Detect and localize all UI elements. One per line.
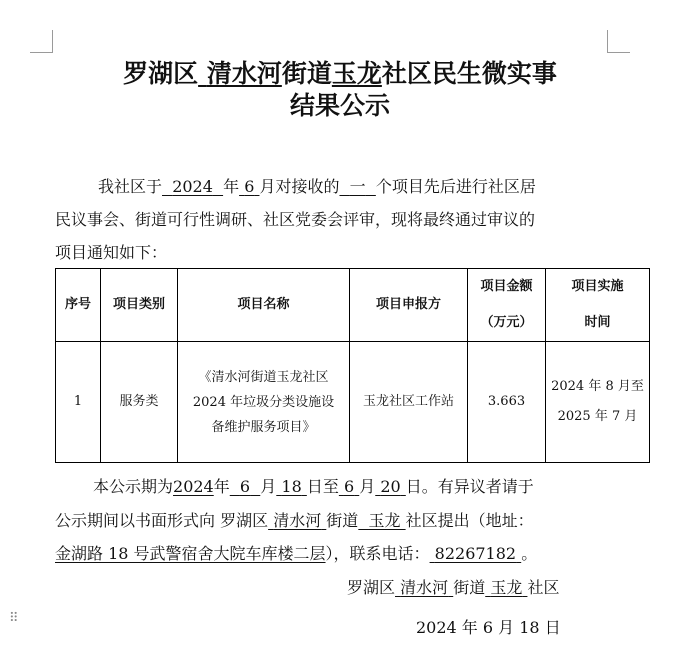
notice-street: 清水河: [273, 511, 322, 530]
header-category: 项目类别: [101, 269, 178, 342]
crop-mark-top-right: [607, 30, 630, 53]
notice-community: 玉龙: [368, 511, 401, 530]
intro-line-3: 项目通知如下：: [55, 243, 168, 262]
notice-start-month: 6: [239, 477, 251, 496]
title-street-label: 街道: [281, 59, 332, 88]
cell-seq: 1: [56, 342, 101, 463]
signature-date: 2024 年 6 月 18 日: [416, 618, 561, 637]
notice-address: 金湖路 18 号武警宿舍大院车库楼二层: [55, 544, 326, 563]
intro-line-2: 民议事会、街道可行性调研、社区党委会评审，现将最终通过审议的: [55, 210, 536, 229]
notice-line-3: 金湖路 18 号武警宿舍大院车库楼二层），联系电话： 82267182 。: [55, 544, 538, 563]
drag-handle-icon[interactable]: ⠿: [9, 611, 19, 626]
title-suffix: 社区民生微实事: [381, 59, 557, 88]
cell-category: 服务类: [101, 342, 178, 463]
notice-end-month: 6: [343, 477, 355, 496]
intro-line-1: 我社区于 2024 年 6 月对接收的 一 个项目先后进行社区居: [98, 177, 536, 196]
project-table: [55, 268, 650, 463]
notice-line-1: 本公示期为2024年 6 月 18 日至 6 月 20 日。有异议者请于: [93, 477, 534, 496]
title-street: 清水河: [206, 59, 282, 88]
notice-start-year: 2024: [173, 477, 214, 496]
notice-start-day: 18: [281, 477, 302, 496]
cell-applicant: 玉龙社区工作站: [350, 342, 468, 463]
notice-phone: 82267182: [434, 544, 517, 563]
title-district: 罗湖区: [123, 59, 199, 88]
cell-name: 《清水河街道玉龙社区 2024 年垃圾分类设施设 备维护服务项目》: [178, 342, 350, 463]
signature-org: 罗湖区 清水河 街道 玉龙 社区: [347, 578, 560, 597]
cell-amount: 3.663: [468, 342, 546, 463]
header-name: 项目名称: [178, 269, 350, 342]
header-applicant: 项目申报方: [350, 269, 468, 342]
signature-community: 玉龙: [490, 578, 523, 597]
table-row: [56, 342, 650, 463]
intro-month: 6: [244, 177, 255, 196]
crop-mark-top-left: [30, 30, 53, 53]
intro-count: 一: [349, 177, 366, 196]
header-seq: 序号: [56, 269, 101, 342]
table-header-row: [56, 269, 650, 342]
notice-line-2: 公示期间以书面形式向 罗湖区 清水河 街道 玉龙 社区提出（地址：: [55, 511, 534, 530]
cell-period: 2024 年 8 月至 2025 年 7 月: [546, 342, 650, 463]
header-amount: 项目金额 （万元）: [468, 269, 546, 342]
signature-street: 清水河: [400, 578, 449, 597]
header-period: 项目实施 时间: [546, 269, 650, 342]
notice-end-day: 20: [380, 477, 401, 496]
title-community: 玉龙: [331, 59, 382, 88]
intro-year: 2024: [172, 177, 213, 196]
document-title-line2: 结果公示: [289, 91, 390, 120]
document-title-line1: [40, 58, 640, 90]
